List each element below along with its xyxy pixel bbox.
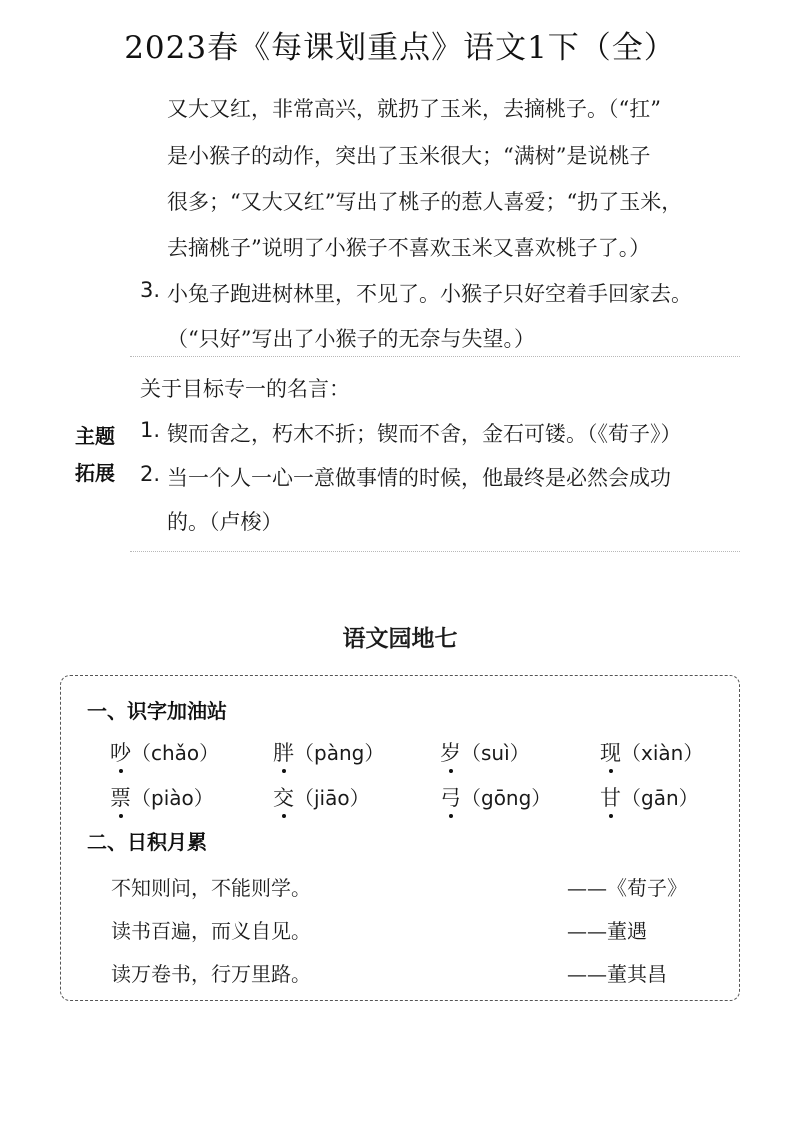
quote-item: 当一个人一心一意做事情的时候，他最终是必然会成功 <box>167 466 671 490</box>
char: 胖 <box>273 737 294 767</box>
divider <box>130 356 740 357</box>
char-pinyin-item <box>600 782 699 812</box>
pinyin: （gōng） <box>461 786 552 810</box>
reading-line: 是小猴子的动作，突出了玉米很大；“满树”是说桃子 <box>167 144 651 168</box>
char-pinyin-item <box>273 737 384 767</box>
char-pinyin-item <box>440 782 551 812</box>
quote-item: 锲而舍之，朽木不折；锲而不舍，金石可镂。（《荀子》） <box>167 422 682 446</box>
char: 弓 <box>440 782 461 812</box>
pinyin: （piào） <box>131 786 214 810</box>
pinyin: （xiàn） <box>621 741 704 765</box>
char: 交 <box>273 782 294 812</box>
section-heading: 二、日积月累 <box>87 830 207 854</box>
theme-label: 拓展 <box>75 461 115 485</box>
pinyin: （chǎo） <box>131 741 220 765</box>
theme-intro: 关于目标专一的名言： <box>140 377 350 401</box>
char-pinyin-item <box>110 782 214 812</box>
proverb-text: 读书百遍，而义自见。 <box>111 919 311 943</box>
page-title: 2023春《每课划重点》语文1下（全） <box>124 30 676 66</box>
divider <box>130 551 740 552</box>
proverb-text: 读万卷书，行万里路。 <box>111 962 311 986</box>
char: 现 <box>600 737 621 767</box>
item-number: 1. <box>140 418 161 442</box>
item-number: 2. <box>140 462 161 486</box>
proverb-source: ——《荀子》 <box>567 876 687 900</box>
char: 票 <box>110 782 131 812</box>
reading-item-3: 小兔子跑进树林里，不见了。小猴子只好空着手回家去。 <box>167 282 692 306</box>
char: 吵 <box>110 737 131 767</box>
reading-line: 又大又红，非常高兴，就扔了玉米，去摘桃子。（“扛” <box>167 97 661 121</box>
proverb-source: ——董遇 <box>567 919 647 943</box>
reading-line: 很多；“又大又红”写出了桃子的惹人喜爱；“扔了玉米， <box>167 190 683 214</box>
proverb-text: 不知则问，不能则学。 <box>111 876 311 900</box>
char-pinyin-item <box>110 737 219 767</box>
pinyin: （gān） <box>621 786 699 810</box>
proverb-source: ——董其昌 <box>567 962 667 986</box>
item-number: 3. <box>140 278 161 302</box>
quote-item-continued: 的。（卢梭） <box>167 510 283 534</box>
char: 甘 <box>600 782 621 812</box>
char-pinyin-item <box>440 737 530 767</box>
pinyin: （pàng） <box>294 741 385 765</box>
reading-line: 去摘桃子”说明了小猴子不喜欢玉米又喜欢桃子了。） <box>167 236 651 260</box>
section-heading: 一、识字加油站 <box>87 699 227 723</box>
pinyin: （jiāo） <box>294 786 370 810</box>
char-pinyin-item <box>273 782 370 812</box>
char-pinyin-item <box>600 737 703 767</box>
theme-label: 主题 <box>75 424 115 448</box>
section-title: 语文园地七 <box>342 626 458 652</box>
pinyin: （suì） <box>461 741 530 765</box>
reading-item-3-note: （“只好”写出了小猴子的无奈与失望。） <box>167 327 535 351</box>
char: 岁 <box>440 737 461 767</box>
